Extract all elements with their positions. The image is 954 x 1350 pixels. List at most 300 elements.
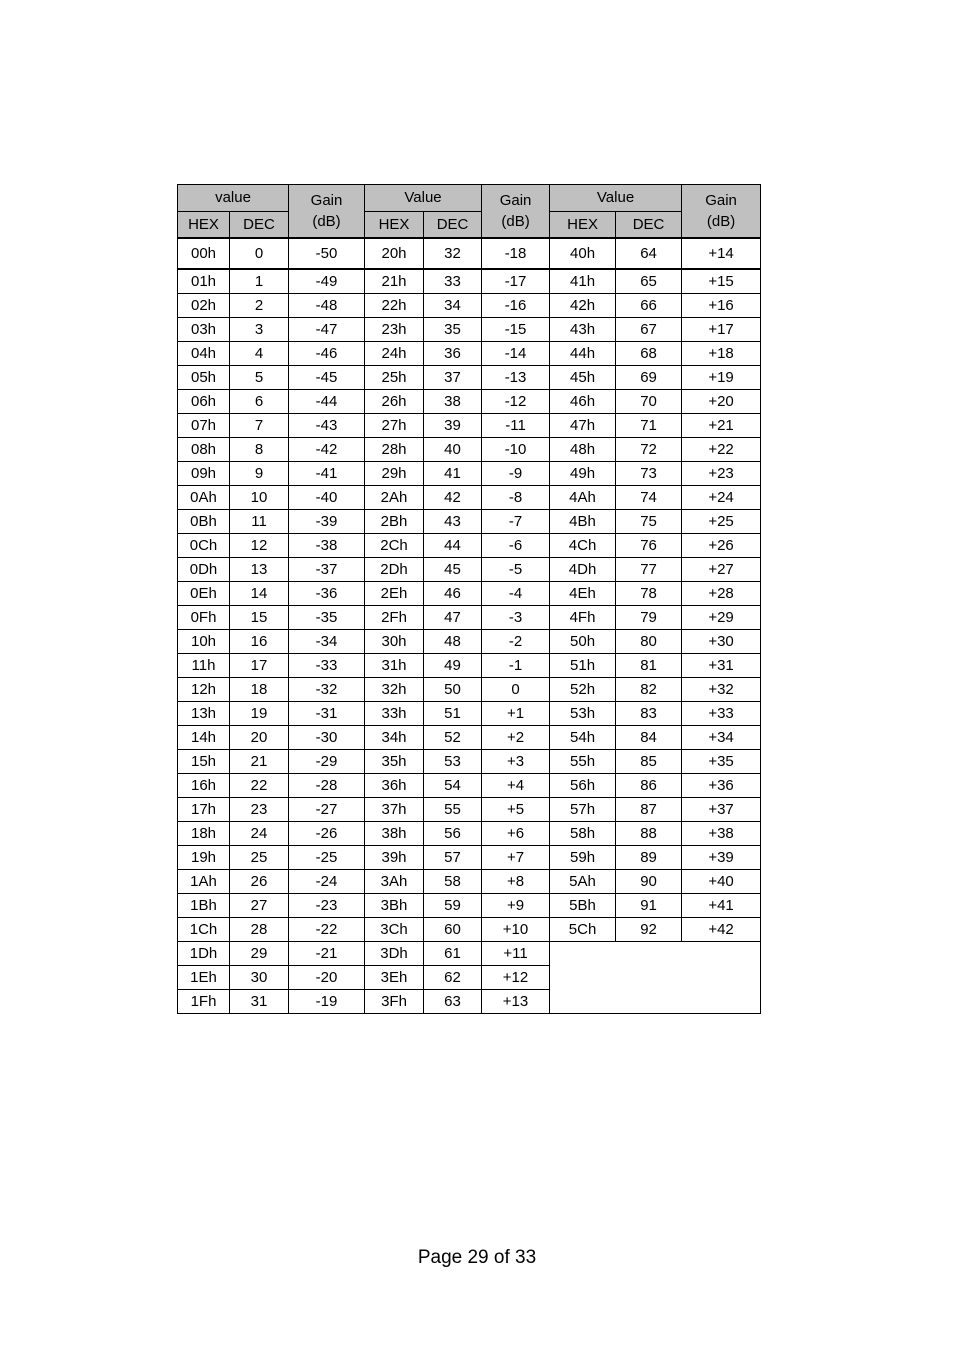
- table-cell: 64: [616, 238, 682, 269]
- table-cell: 57h: [550, 798, 616, 822]
- table-cell: -23: [289, 894, 365, 918]
- table-cell: +36: [682, 774, 761, 798]
- table-row: [178, 606, 761, 630]
- table-cell: 17: [230, 654, 289, 678]
- table-cell: 87: [616, 798, 682, 822]
- table-cell: 17h: [178, 798, 230, 822]
- table-cell: +19: [682, 366, 761, 390]
- table-cell: -13: [482, 366, 550, 390]
- table-cell: -30: [289, 726, 365, 750]
- table-cell: 0Eh: [178, 582, 230, 606]
- table-cell: 90: [616, 870, 682, 894]
- table-cell: -35: [289, 606, 365, 630]
- table-cell: -31: [289, 702, 365, 726]
- table-cell: -11: [482, 414, 550, 438]
- table-cell: 30: [230, 966, 289, 990]
- table-row: [178, 269, 761, 294]
- table-cell: 5Ah: [550, 870, 616, 894]
- table-cell: 56: [424, 822, 482, 846]
- table-cell: 58: [424, 870, 482, 894]
- table-cell: 56h: [550, 774, 616, 798]
- table-cell: -20: [289, 966, 365, 990]
- table-cell: 38: [424, 390, 482, 414]
- table-cell: +1: [482, 702, 550, 726]
- table-cell: 83: [616, 702, 682, 726]
- table-row: [178, 630, 761, 654]
- table-cell: 53h: [550, 702, 616, 726]
- table-cell: 67: [616, 318, 682, 342]
- page-number: Page 29 of 33: [417, 1247, 537, 1268]
- table-cell: 14h: [178, 726, 230, 750]
- table-cell: 27h: [365, 414, 424, 438]
- table-cell: 75: [616, 510, 682, 534]
- table-subheader-row: [178, 211, 761, 238]
- table-cell: +33: [682, 702, 761, 726]
- header-db-1: (dB): [289, 211, 365, 238]
- table-cell: +38: [682, 822, 761, 846]
- table-cell: -37: [289, 558, 365, 582]
- table-cell: 15h: [178, 750, 230, 774]
- table-cell: +13: [482, 990, 550, 1014]
- table-cell: 77: [616, 558, 682, 582]
- table-cell: 16h: [178, 774, 230, 798]
- table-cell: 07h: [178, 414, 230, 438]
- table-cell: 72: [616, 438, 682, 462]
- table-cell: 79: [616, 606, 682, 630]
- table-cell: +16: [682, 294, 761, 318]
- header-hex-1: HEX: [178, 211, 230, 238]
- header-db-3: (dB): [682, 211, 761, 238]
- table-cell: 82: [616, 678, 682, 702]
- table-row: [178, 726, 761, 750]
- table-cell: -41: [289, 462, 365, 486]
- table-cell: 5: [230, 366, 289, 390]
- table-cell: 3: [230, 318, 289, 342]
- header-hex-2: HEX: [365, 211, 424, 238]
- table-cell: 73: [616, 462, 682, 486]
- table-cell: +28: [682, 582, 761, 606]
- table-cell: 7: [230, 414, 289, 438]
- table-cell: 49: [424, 654, 482, 678]
- table-cell: -33: [289, 654, 365, 678]
- table-cell: +2: [482, 726, 550, 750]
- table-cell: +41: [682, 894, 761, 918]
- table-cell: 10h: [178, 630, 230, 654]
- table-row: [178, 534, 761, 558]
- table-cell: -6: [482, 534, 550, 558]
- header-hex-3: HEX: [550, 211, 616, 238]
- table-cell: 69: [616, 366, 682, 390]
- table-cell: 26: [230, 870, 289, 894]
- table-cell: 60: [424, 918, 482, 942]
- table-cell: 9: [230, 462, 289, 486]
- table-cell: 62: [424, 966, 482, 990]
- table-cell: -2: [482, 630, 550, 654]
- table-cell: -36: [289, 582, 365, 606]
- table-cell: 63: [424, 990, 482, 1014]
- table-cell: 50: [424, 678, 482, 702]
- table-cell: 32: [424, 238, 482, 269]
- table-cell: 8: [230, 438, 289, 462]
- table-cell: 28: [230, 918, 289, 942]
- table-cell: 12: [230, 534, 289, 558]
- table-cell: 11: [230, 510, 289, 534]
- header-gain-3: Gain: [682, 185, 761, 212]
- table-cell: -34: [289, 630, 365, 654]
- table-cell: 10: [230, 486, 289, 510]
- table-cell: 45h: [550, 366, 616, 390]
- table-cell: 1Eh: [178, 966, 230, 990]
- table-row: [178, 894, 761, 918]
- table-cell: -26: [289, 822, 365, 846]
- table-cell: 22h: [365, 294, 424, 318]
- table-row: [178, 238, 761, 269]
- table-cell: 19h: [178, 846, 230, 870]
- table-cell: +30: [682, 630, 761, 654]
- table-cell: 29: [230, 942, 289, 966]
- header-db-2: (dB): [482, 211, 550, 238]
- table-cell: -29: [289, 750, 365, 774]
- table-cell: 5Bh: [550, 894, 616, 918]
- table-cell: 0Dh: [178, 558, 230, 582]
- table-cell: +7: [482, 846, 550, 870]
- table-cell: 27: [230, 894, 289, 918]
- table-cell: 29h: [365, 462, 424, 486]
- table-cell: -17: [482, 269, 550, 294]
- table-cell: +8: [482, 870, 550, 894]
- table-cell: -10: [482, 438, 550, 462]
- table-cell: 04h: [178, 342, 230, 366]
- table-cell: +20: [682, 390, 761, 414]
- table-cell: +26: [682, 534, 761, 558]
- table-cell: +23: [682, 462, 761, 486]
- table-cell: +14: [682, 238, 761, 269]
- table-cell: 46h: [550, 390, 616, 414]
- table-cell: 38h: [365, 822, 424, 846]
- table-cell: 92: [616, 918, 682, 942]
- table-cell: 23: [230, 798, 289, 822]
- table-cell: +39: [682, 846, 761, 870]
- table-cell: 84: [616, 726, 682, 750]
- table-row: [178, 774, 761, 798]
- table-cell: 31: [230, 990, 289, 1014]
- table-cell: 1Ch: [178, 918, 230, 942]
- table-cell: 09h: [178, 462, 230, 486]
- table-cell: 03h: [178, 318, 230, 342]
- table-cell: +35: [682, 750, 761, 774]
- table-cell: 91: [616, 894, 682, 918]
- table-row: [178, 678, 761, 702]
- table-cell: 43: [424, 510, 482, 534]
- table-cell: 24h: [365, 342, 424, 366]
- table-cell: 66: [616, 294, 682, 318]
- table-cell: 6: [230, 390, 289, 414]
- table-cell: 45: [424, 558, 482, 582]
- table-cell: -49: [289, 269, 365, 294]
- table-row: [178, 318, 761, 342]
- table-cell: 51h: [550, 654, 616, 678]
- table-cell: 70: [616, 390, 682, 414]
- table-cell: -45: [289, 366, 365, 390]
- table-cell: 68: [616, 342, 682, 366]
- table-cell: +12: [482, 966, 550, 990]
- table-cell: +40: [682, 870, 761, 894]
- table-cell: -43: [289, 414, 365, 438]
- table-cell: -27: [289, 798, 365, 822]
- table-cell: -40: [289, 486, 365, 510]
- empty-cell-area: [550, 942, 761, 1014]
- table-cell: 26h: [365, 390, 424, 414]
- table-cell: 89: [616, 846, 682, 870]
- table-cell: 55: [424, 798, 482, 822]
- table-cell: 0Ch: [178, 534, 230, 558]
- table-cell: 88: [616, 822, 682, 846]
- table-cell: 40h: [550, 238, 616, 269]
- table-cell: 74: [616, 486, 682, 510]
- table-cell: +37: [682, 798, 761, 822]
- table-cell: +32: [682, 678, 761, 702]
- table-cell: 0Ah: [178, 486, 230, 510]
- table-cell: 3Bh: [365, 894, 424, 918]
- table-cell: +21: [682, 414, 761, 438]
- table-row: [178, 510, 761, 534]
- table-cell: 2Ch: [365, 534, 424, 558]
- table-cell: 28h: [365, 438, 424, 462]
- table-cell: -47: [289, 318, 365, 342]
- table-cell: 13: [230, 558, 289, 582]
- table-cell: -16: [482, 294, 550, 318]
- table-row: [178, 942, 761, 966]
- table-cell: +15: [682, 269, 761, 294]
- table-cell: 20: [230, 726, 289, 750]
- table-cell: 52: [424, 726, 482, 750]
- table-cell: 12h: [178, 678, 230, 702]
- table-cell: 40: [424, 438, 482, 462]
- table-cell: 48: [424, 630, 482, 654]
- table-cell: 21h: [365, 269, 424, 294]
- table-cell: 05h: [178, 366, 230, 390]
- table-cell: 0Fh: [178, 606, 230, 630]
- table-cell: 43h: [550, 318, 616, 342]
- table-cell: -38: [289, 534, 365, 558]
- table-cell: 1Ah: [178, 870, 230, 894]
- table-row: [178, 750, 761, 774]
- table-cell: 32h: [365, 678, 424, 702]
- table-cell: 3Ah: [365, 870, 424, 894]
- table-cell: 5Ch: [550, 918, 616, 942]
- table-cell: 47h: [550, 414, 616, 438]
- table-cell: 19: [230, 702, 289, 726]
- table-cell: 00h: [178, 238, 230, 269]
- table-cell: +29: [682, 606, 761, 630]
- table-cell: +42: [682, 918, 761, 942]
- table-cell: -18: [482, 238, 550, 269]
- table-cell: +11: [482, 942, 550, 966]
- table-cell: 4: [230, 342, 289, 366]
- table-cell: -12: [482, 390, 550, 414]
- table-cell: -1: [482, 654, 550, 678]
- table-cell: 81: [616, 654, 682, 678]
- table-cell: 54h: [550, 726, 616, 750]
- table-row: [178, 822, 761, 846]
- table-row: [178, 654, 761, 678]
- table-cell: +5: [482, 798, 550, 822]
- table-cell: 86: [616, 774, 682, 798]
- table-cell: 30h: [365, 630, 424, 654]
- table-cell: 25h: [365, 366, 424, 390]
- table-cell: 1Dh: [178, 942, 230, 966]
- header-gain-2: Gain: [482, 185, 550, 212]
- header-dec-3: DEC: [616, 211, 682, 238]
- table-cell: 14: [230, 582, 289, 606]
- table-cell: 49h: [550, 462, 616, 486]
- table-cell: -19: [289, 990, 365, 1014]
- table-cell: -15: [482, 318, 550, 342]
- table-cell: 4Eh: [550, 582, 616, 606]
- table-cell: +27: [682, 558, 761, 582]
- table-cell: 37: [424, 366, 482, 390]
- table-row: [178, 366, 761, 390]
- table-cell: 50h: [550, 630, 616, 654]
- table-cell: -21: [289, 942, 365, 966]
- table-cell: -39: [289, 510, 365, 534]
- table-cell: +10: [482, 918, 550, 942]
- table-cell: 01h: [178, 269, 230, 294]
- table-cell: 08h: [178, 438, 230, 462]
- table-cell: 44h: [550, 342, 616, 366]
- table-cell: +24: [682, 486, 761, 510]
- table-cell: 55h: [550, 750, 616, 774]
- header-value-group-1: value: [178, 185, 289, 212]
- table-cell: +17: [682, 318, 761, 342]
- table-cell: 22: [230, 774, 289, 798]
- table-cell: 2Bh: [365, 510, 424, 534]
- table-cell: 4Bh: [550, 510, 616, 534]
- table-cell: 20h: [365, 238, 424, 269]
- header-dec-1: DEC: [230, 211, 289, 238]
- table-cell: 1Fh: [178, 990, 230, 1014]
- table-cell: +4: [482, 774, 550, 798]
- table-cell: 02h: [178, 294, 230, 318]
- table-cell: 76: [616, 534, 682, 558]
- table-cell: -5: [482, 558, 550, 582]
- header-value-group-3: Value: [550, 185, 682, 212]
- table-cell: 34h: [365, 726, 424, 750]
- table-cell: 51: [424, 702, 482, 726]
- table-row: [178, 414, 761, 438]
- table-cell: 16: [230, 630, 289, 654]
- table-cell: 59h: [550, 846, 616, 870]
- table-cell: 3Fh: [365, 990, 424, 1014]
- table-cell: 06h: [178, 390, 230, 414]
- table-row: [178, 558, 761, 582]
- table-cell: +9: [482, 894, 550, 918]
- table-row: [178, 342, 761, 366]
- table-row: [178, 294, 761, 318]
- table-cell: 36: [424, 342, 482, 366]
- table-cell: 42: [424, 486, 482, 510]
- table-row: [178, 390, 761, 414]
- table-cell: 2: [230, 294, 289, 318]
- table-cell: 71: [616, 414, 682, 438]
- table-cell: 4Ah: [550, 486, 616, 510]
- table-cell: -25: [289, 846, 365, 870]
- table-cell: 0Bh: [178, 510, 230, 534]
- table-cell: 80: [616, 630, 682, 654]
- table-row: [178, 918, 761, 942]
- table-row: [178, 462, 761, 486]
- table-row: [178, 438, 761, 462]
- table-cell: -7: [482, 510, 550, 534]
- table-cell: 13h: [178, 702, 230, 726]
- table-cell: -42: [289, 438, 365, 462]
- table-cell: -24: [289, 870, 365, 894]
- table-cell: +3: [482, 750, 550, 774]
- table-cell: 52h: [550, 678, 616, 702]
- table-cell: -50: [289, 238, 365, 269]
- table-cell: 58h: [550, 822, 616, 846]
- table-cell: 46: [424, 582, 482, 606]
- table-cell: 23h: [365, 318, 424, 342]
- table-header-row: [178, 185, 761, 212]
- table-cell: 0: [482, 678, 550, 702]
- table-row: [178, 798, 761, 822]
- table-cell: 4Ch: [550, 534, 616, 558]
- table-cell: 41: [424, 462, 482, 486]
- table-cell: 78: [616, 582, 682, 606]
- table-cell: 3Eh: [365, 966, 424, 990]
- header-gain-1: Gain: [289, 185, 365, 212]
- table-cell: 39h: [365, 846, 424, 870]
- gain-value-table: [177, 184, 761, 1014]
- table-cell: 33: [424, 269, 482, 294]
- table-cell: -46: [289, 342, 365, 366]
- table-cell: 3Dh: [365, 942, 424, 966]
- table-cell: +25: [682, 510, 761, 534]
- table-cell: 21: [230, 750, 289, 774]
- table-cell: 25: [230, 846, 289, 870]
- table-cell: 41h: [550, 269, 616, 294]
- table-cell: 48h: [550, 438, 616, 462]
- table-cell: 53: [424, 750, 482, 774]
- table-cell: 54: [424, 774, 482, 798]
- table-cell: +22: [682, 438, 761, 462]
- table-cell: 31h: [365, 654, 424, 678]
- table-cell: 36h: [365, 774, 424, 798]
- table-cell: 0: [230, 238, 289, 269]
- table-cell: 33h: [365, 702, 424, 726]
- table-cell: 44: [424, 534, 482, 558]
- table-cell: +6: [482, 822, 550, 846]
- table-cell: -32: [289, 678, 365, 702]
- table-cell: +31: [682, 654, 761, 678]
- table-cell: 1Bh: [178, 894, 230, 918]
- table-cell: 85: [616, 750, 682, 774]
- table-cell: 4Fh: [550, 606, 616, 630]
- header-value-group-2: Value: [365, 185, 482, 212]
- table-cell: +34: [682, 726, 761, 750]
- table-cell: -3: [482, 606, 550, 630]
- table-cell: 11h: [178, 654, 230, 678]
- table-cell: -14: [482, 342, 550, 366]
- table-cell: 18: [230, 678, 289, 702]
- table-cell: +18: [682, 342, 761, 366]
- table-row: [178, 486, 761, 510]
- table-cell: 57: [424, 846, 482, 870]
- table-cell: 2Dh: [365, 558, 424, 582]
- table-cell: 4Dh: [550, 558, 616, 582]
- table-cell: 35h: [365, 750, 424, 774]
